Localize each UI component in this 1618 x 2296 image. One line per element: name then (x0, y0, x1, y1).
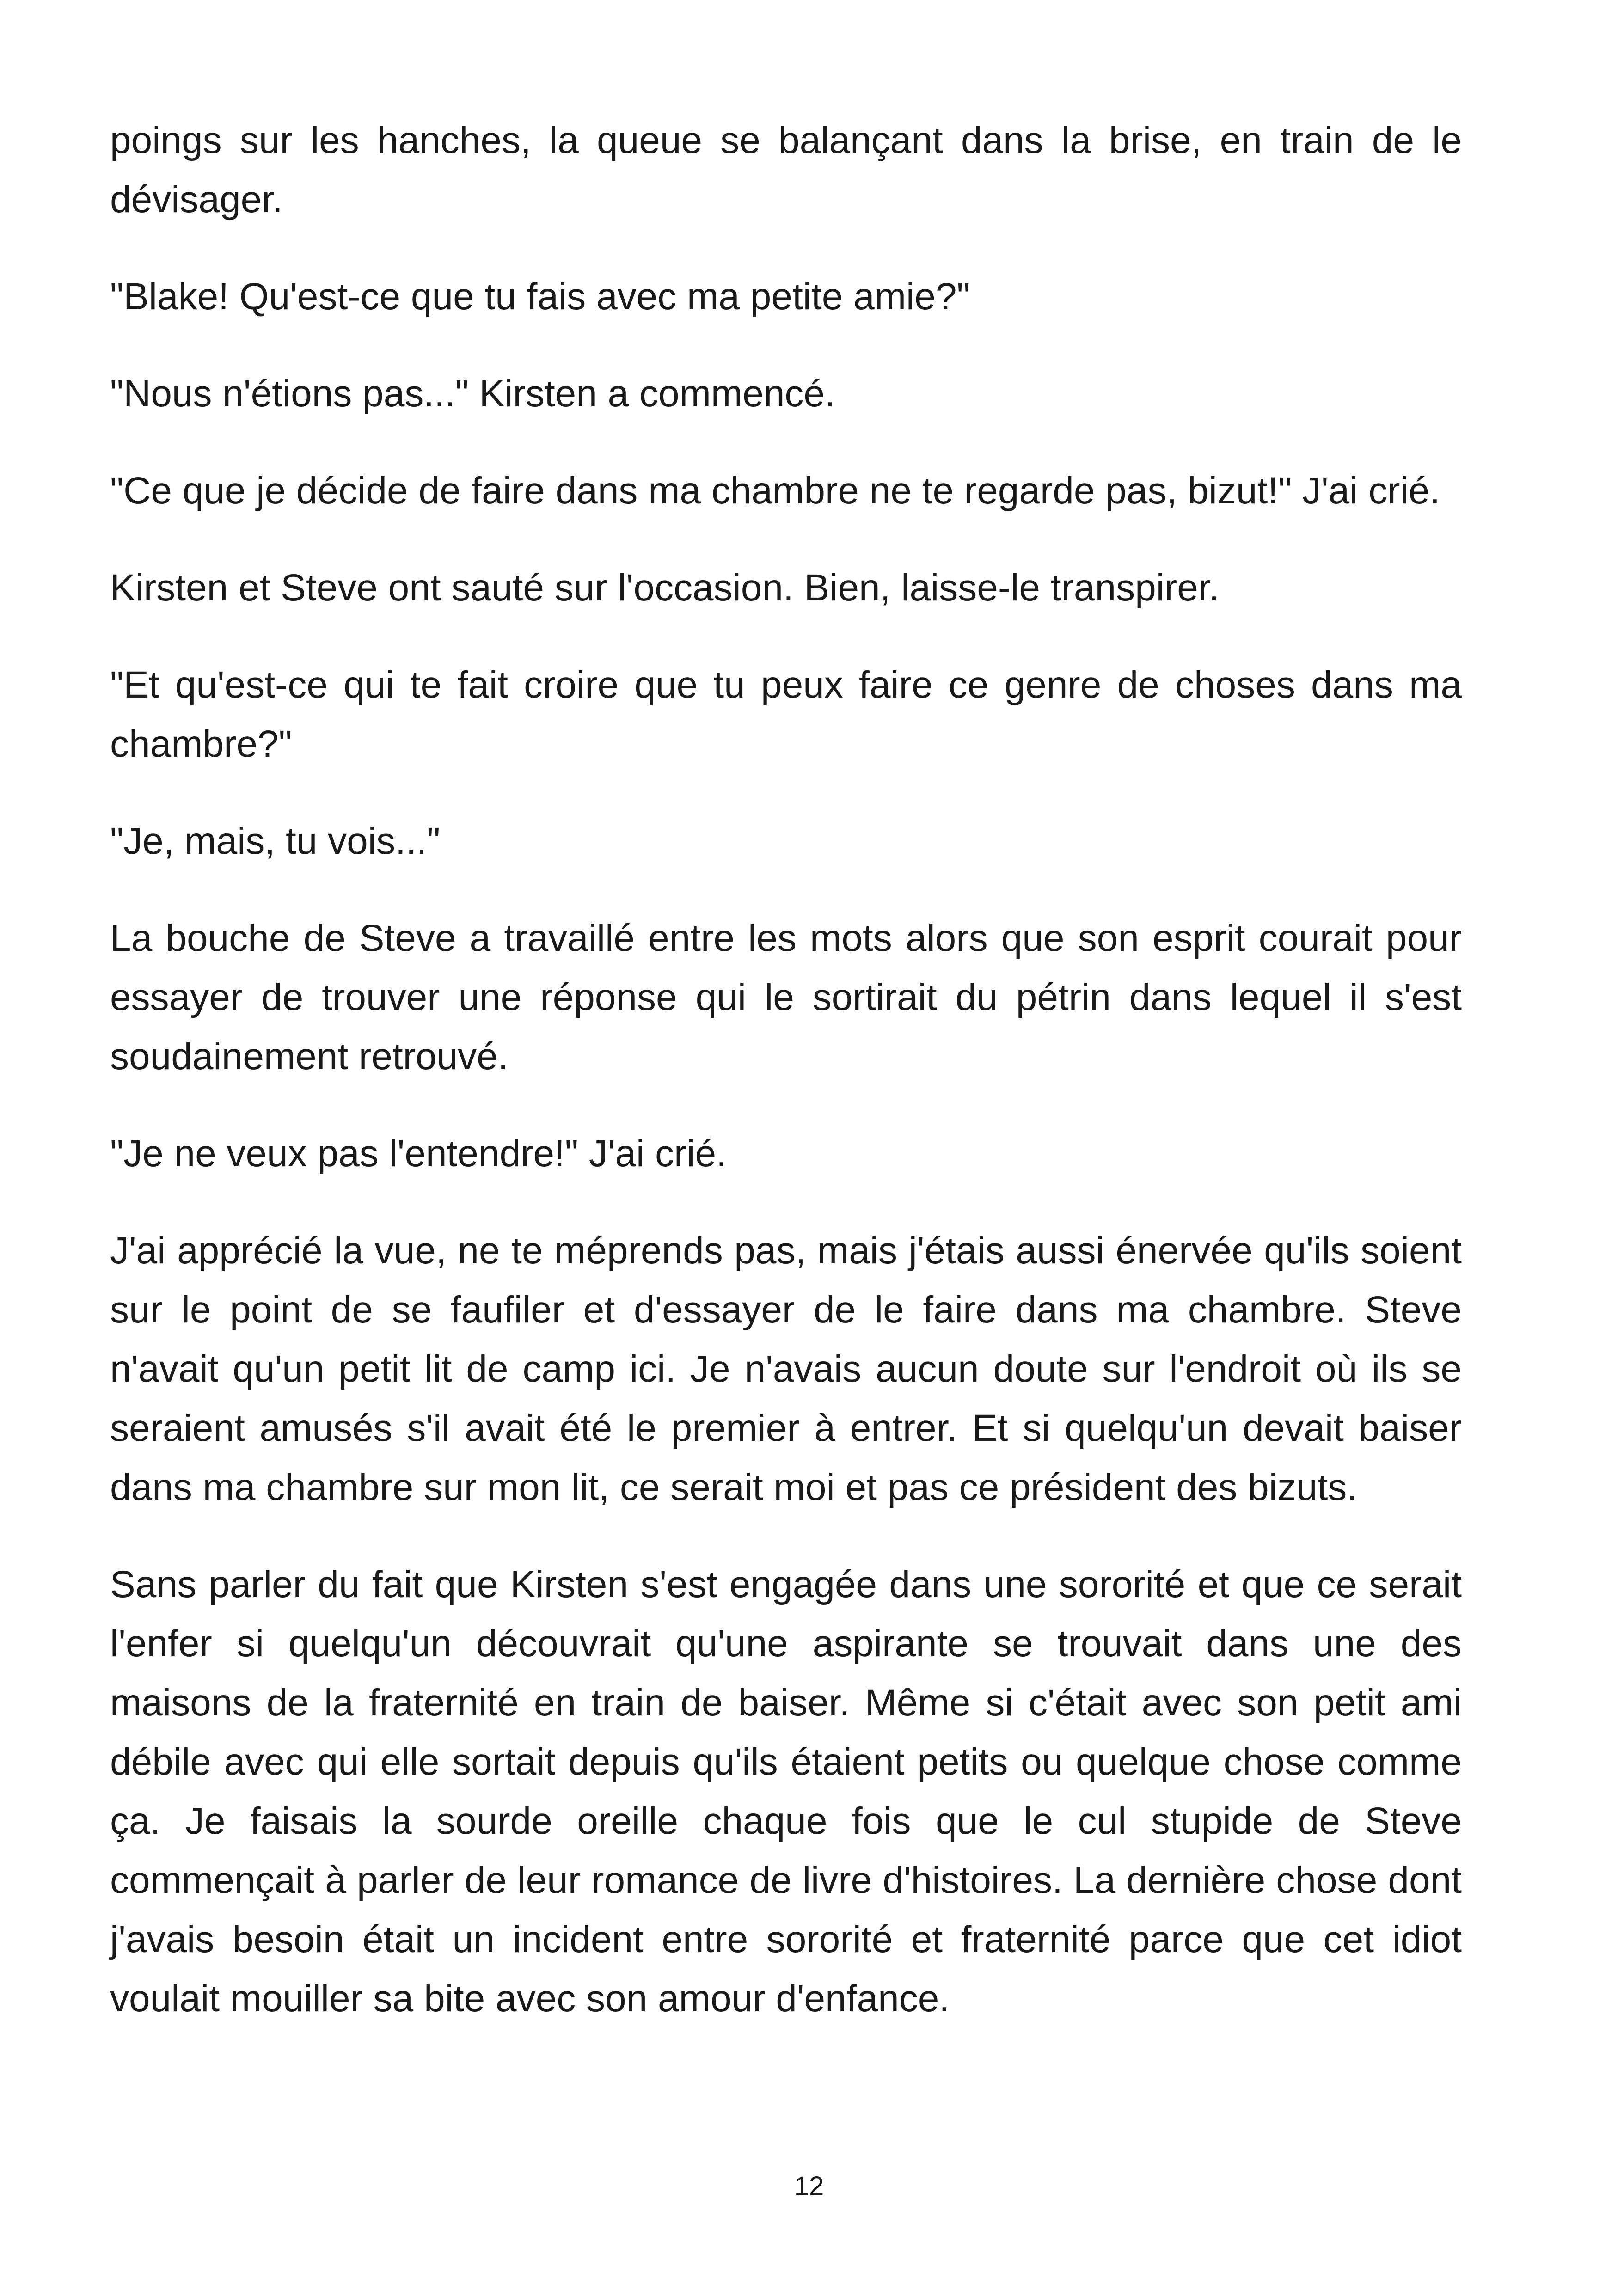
page-number: 12 (794, 2171, 824, 2201)
paragraph-1: poings sur les hanches, la queue se balançant dans la brise, en train de le dévisager. (110, 119, 1462, 220)
paragraph-8: La bouche de Steve a travaillé entre les mots alors que son esprit courait pour essayer de trouver une réponse qui le sortirait du pétrin dans lequel il s'est soudainement retrouvé. (110, 917, 1462, 1078)
paragraph-5: Kirsten et Steve ont sauté sur l'occasion. Bien, laisse-le transpirer. (110, 567, 1220, 609)
paragraph-11: Sans parler du fait que Kirsten s'est engagée dans une sororité et que ce serait l'enfer si quelqu'un découvrait qu'une aspirante se trouvait dans une des maisons de la fraternité en train de baiser. Même si c'était avec son petit ami débile avec qui elle sortait depuis qu'ils étaient petits ou quelque chose comme ça. Je faisais la sourde oreille chaque fois que le cul stupide de Steve commençait à parler de leur romance de livre d'histoires. La dernière chose dont j'avais besoin était un incident entre sororité et fraternité parce que cet idiot voulait mouiller sa bite avec son amour d'enfance. (110, 1563, 1462, 2020)
paragraph-7: "Je, mais, tu vois..." (110, 820, 441, 862)
paragraph-6: "Et qu'est-ce qui te fait croire que tu peux faire ce genre de choses dans ma chambre?" (110, 664, 1462, 765)
paragraph-3: "Nous n'étions pas..." Kirsten a commencé. (110, 373, 835, 415)
paragraph-9: "Je ne veux pas l'entendre!" J'ai crié. (110, 1133, 727, 1175)
paragraph-4: "Ce que je décide de faire dans ma chambre ne te regarde pas, bizut!" J'ai crié. (110, 470, 1440, 512)
paragraph-2: "Blake! Qu'est-ce que tu fais avec ma petite amie?" (110, 276, 970, 318)
body-text (110, 111, 1462, 2066)
paragraph-10: J'ai apprécié la vue, ne te méprends pas, mais j'étais aussi énervée qu'ils soient sur le point de se faufiler et d'essayer de le faire dans ma chambre. Steve n'avait qu'un petit lit de camp ici. Je n'avais aucun doute sur l'endroit où ils se seraient amusés s'il avait été le premier à entrer. Et si quelqu'un devait baiser dans ma chambre sur mon lit, ce serait moi et pas ce président des bizuts. (110, 1230, 1462, 1508)
